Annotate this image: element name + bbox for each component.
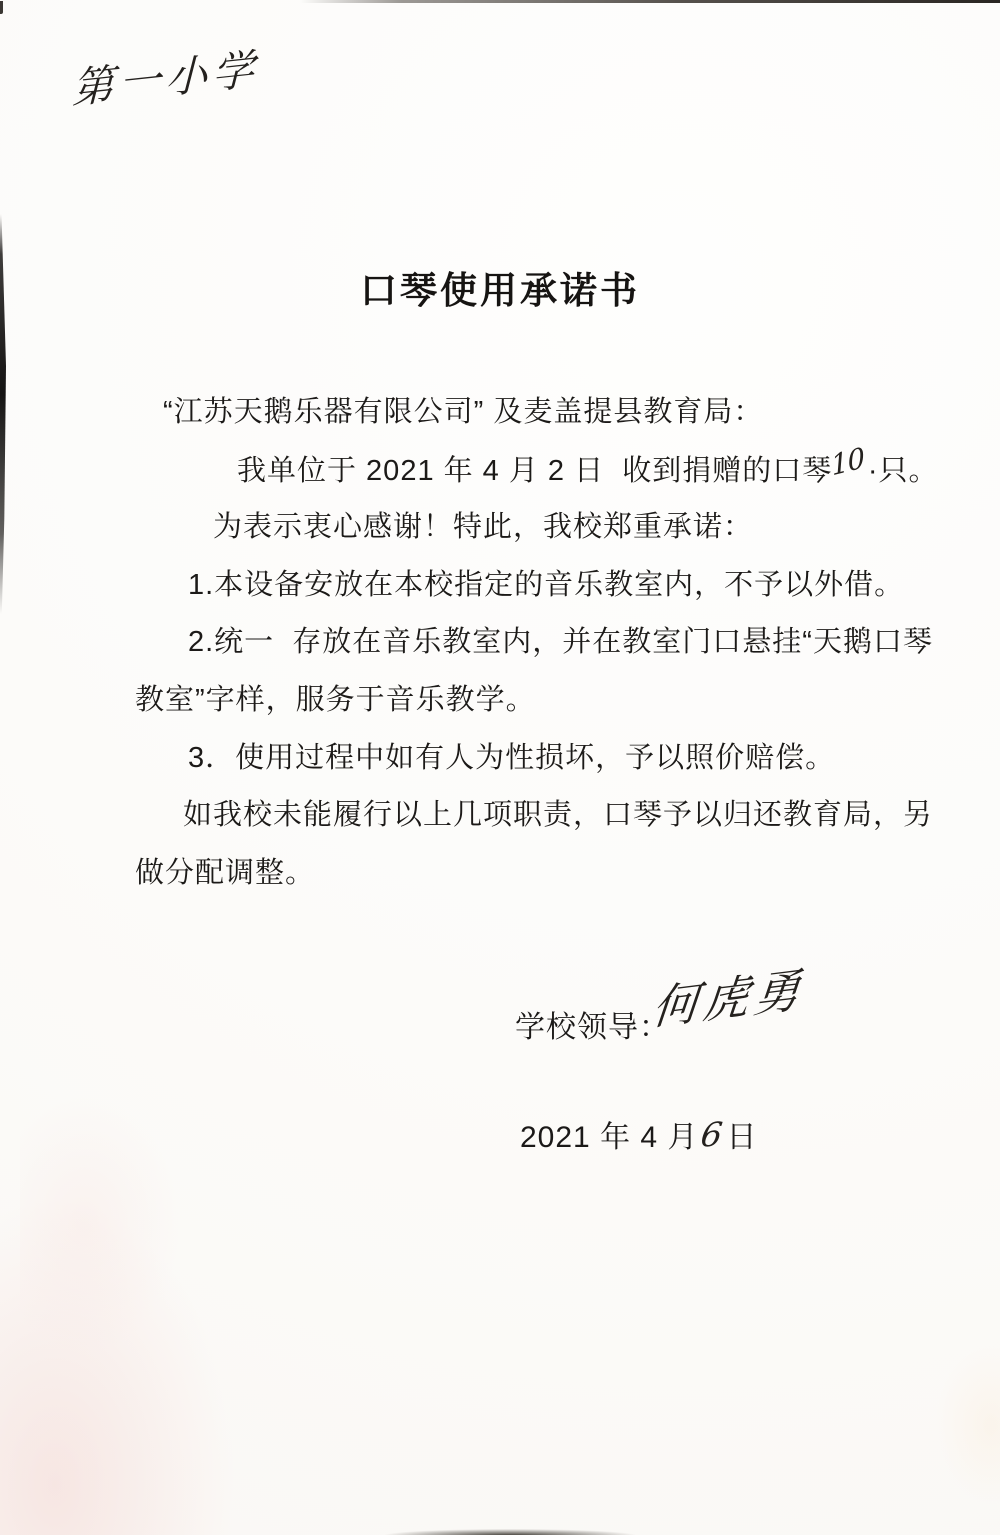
closing-line-2: 做分配调整。 xyxy=(135,856,316,889)
document-title: 口琴使用承诺书 xyxy=(360,271,640,312)
scan-corner-mark xyxy=(0,1,3,14)
signature-row xyxy=(515,961,808,1046)
thanks-line: 为表示衷心感谢！特此，我校郑重承诺： xyxy=(213,511,754,544)
school-name-handwriting: 第一小学 xyxy=(71,44,260,114)
closing-line-1: 如我校未能履行以上几项职责，口琴予以归还教育局，另 xyxy=(183,799,934,832)
receipt-line-suffix: ·只。 xyxy=(867,454,939,487)
leader-signature-handwriting: 何虎勇 xyxy=(649,961,808,1036)
scan-bottom-edge-shadow xyxy=(385,1529,635,1535)
scan-smudge xyxy=(935,1345,1000,1505)
commitment-item-2-line-2: 教室”字样，服务于音乐教学。 xyxy=(135,683,536,716)
commitment-item-2-line-1: 2.统一 存放在音乐教室内，并在教室门口悬挂“天鹅口琴 xyxy=(188,626,933,659)
receipt-line-prefix: 我单位于 2021 年 4 月 2 日 收到捐赠的口琴 xyxy=(237,454,833,487)
date-day-handwritten: 6 xyxy=(699,1114,727,1155)
document-body xyxy=(135,384,939,902)
date-suffix: 日 xyxy=(726,1121,758,1154)
signature-label: 学校领导： xyxy=(515,1011,670,1044)
commitment-item-1: 1.本设备安放在本校指定的音乐教室内，不予以外借。 xyxy=(188,568,905,601)
salutation-line: “江苏天鹅乐器有限公司” 及麦盖提县教育局： xyxy=(163,396,764,428)
commitment-item-3: 3．使用过程中如有人为性损坏，予以照价赔偿。 xyxy=(188,741,836,774)
scan-smudge xyxy=(20,1095,180,1355)
quantity-handwritten: 10 xyxy=(829,440,866,482)
receipt-line xyxy=(135,440,939,500)
scan-top-edge-shadow xyxy=(0,0,1000,3)
date-prefix: 2021 年 4 月 xyxy=(520,1121,699,1154)
date-line xyxy=(520,1112,757,1156)
